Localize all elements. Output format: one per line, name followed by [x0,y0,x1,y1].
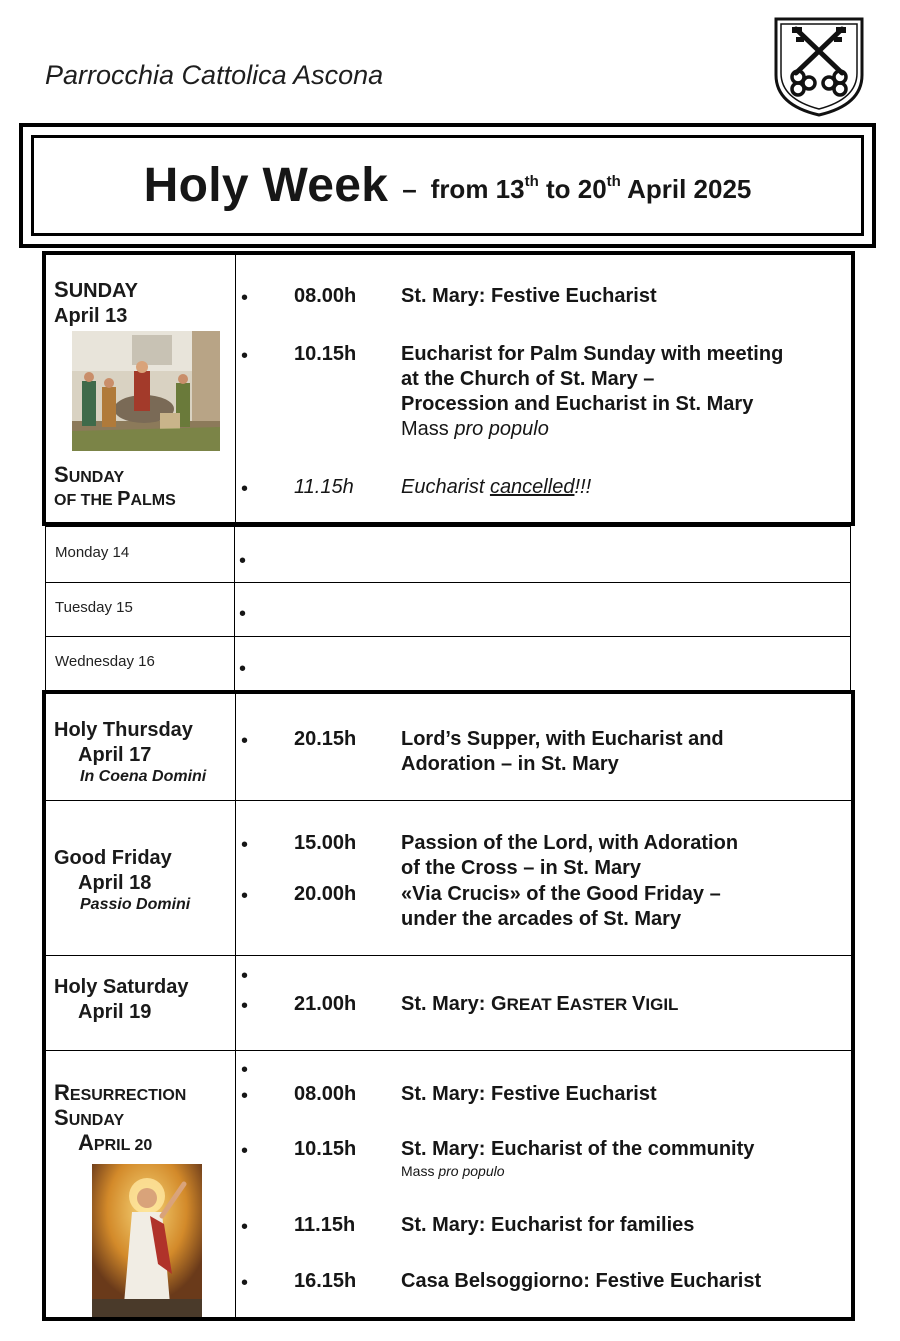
weekday-label-monday: Monday 14 [55,544,130,561]
bullet: • [241,1085,249,1107]
title-box [19,123,876,248]
easter-name-line2: SUNDAY [54,1105,125,1130]
palm-sunday-date: April 13 [54,305,128,327]
parish-coat-of-arms-logo [772,15,866,117]
bullet: • [241,1059,249,1081]
event-description: «Via Crucis» of the Good Friday – under the arcades of St. Mary [401,883,721,930]
weekday-label-tuesday: Tuesday 15 [55,599,133,616]
page-title: Holy Week [143,159,389,212]
bullet: • [241,478,249,500]
weekday-label-wednesday: Wednesday 16 [55,653,155,670]
weekdays-block [45,526,851,692]
event-time-cancelled: 11.15h [294,476,354,498]
parish-name: Parrocchia Cattolica Ascona [45,60,384,90]
date-range: from 13th to 20th April 2025 [430,173,752,204]
friday-day: Good Friday [54,847,172,869]
event-time: 08.00h [294,1083,357,1105]
saturday-day: Holy Saturday [54,976,189,998]
bullet: • [241,1272,249,1294]
easter-date: APRIL 20 [78,1130,153,1155]
friday-latin: Passio Domini [80,896,191,913]
event-time: 10.15h [294,1138,357,1160]
thursday-latin: In Coena Domini [80,768,207,785]
palm-sunday-name-line1: SUNDAY [54,462,125,487]
palm-sunday-name-line2: OF THE PALMS [54,488,176,510]
event-time: 10.15h [294,343,357,365]
palm-sunday-block [42,251,855,526]
event-time: 11.15h [294,1214,356,1236]
event-cancelled-note: Eucharist cancelled!!! [401,476,592,498]
bullet: • [241,995,249,1017]
event-time: 16.15h [294,1270,357,1292]
bullet: • [241,965,249,987]
bullet: • [241,730,249,752]
bullet: • [241,834,249,856]
palm-sunday-painting [72,331,220,451]
easter-name-line1: RESURRECTION [54,1080,187,1105]
event-time: 08.00h [294,285,357,307]
risen-christ-painting [92,1164,202,1317]
event-description: St. Mary: Eucharist of the community Mass pro populo [401,1138,755,1179]
thursday-day: Holy Thursday [54,719,193,741]
thursday-date: April 17 [78,744,152,766]
event-description: Eucharist for Palm Sunday with meeting at the Church of St. Mary – Procession and Eucharist in St. Mary Mass pro populo [401,343,784,440]
bullet: • [241,287,249,309]
event-time: 20.15h [294,728,357,750]
bullet: • [239,550,247,572]
bullet: • [241,885,249,907]
event-time: 21.00h [294,993,357,1015]
event-time: 15.00h [294,832,357,854]
saturday-date: April 19 [78,1001,152,1023]
bullet: • [241,345,249,367]
event-description: St. Mary: Eucharist for families [401,1214,695,1236]
friday-date: April 18 [78,872,152,894]
easter-triduum-block [42,690,855,1321]
bullet: • [239,658,247,680]
event-description: Lord’s Supper, with Eucharist and Adoration – in St. Mary [401,728,724,775]
bullet: • [239,603,247,625]
title-dash: – [402,174,417,204]
bullet: • [241,1216,249,1238]
event-description: Casa Belsoggiorno: Festive Eucharist [401,1270,762,1292]
event-description: Passion of the Lord, with Adoration of the Cross – in St. Mary [401,832,739,879]
event-description: St. Mary: GREAT EASTER VIGIL [401,993,679,1015]
event-time: 20.00h [294,883,357,905]
event-description: St. Mary: Festive Eucharist [401,285,657,307]
palm-sunday-day: SUNDAY [54,277,138,302]
bullet: • [241,1140,249,1162]
event-description: St. Mary: Festive Eucharist [401,1083,657,1105]
